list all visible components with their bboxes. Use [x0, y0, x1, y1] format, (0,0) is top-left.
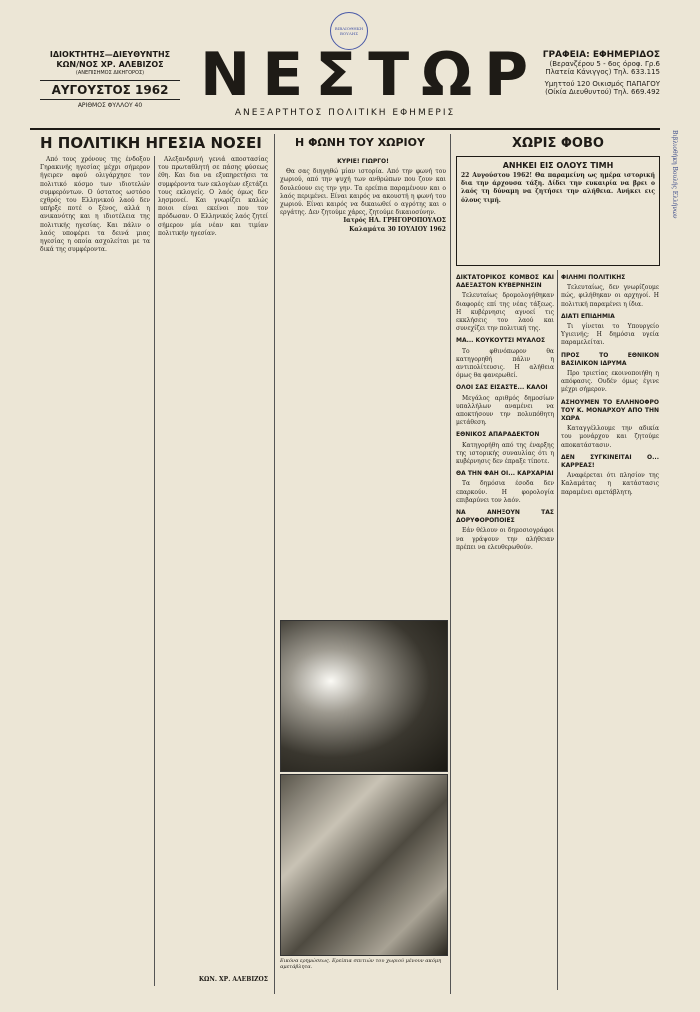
lead-headline: Η ΠΟΛΙΤΙΚΗ ΗΓΕΣΙΑ ΝΟΣΕΙ [40, 134, 262, 152]
lead-col-2: Αλεξανδρινή γενιά αποστασίας του πρωταθλητή σε πάσης φύσεως έθη. Και δια να εξυπηρετήσει τα συμφέροντα των εκλογέων εξετάζει τους εκλογείς. Ο λαός όμως δεν λησμονεί. Και γνωρίζει καλώς ποιοι είναι εκείνοι που τον πρόδωσαν. Ο Ελληνικός λαός ζητεί σήμερον μία νέαν και τιμίαν πολιτικήν ηγεσίαν. [158, 156, 268, 237]
village-photo-2 [280, 774, 448, 956]
editor-sub: (ΑΝΕΠΙΣΗΜΟΣ ΔΙΚΗΓΟΡΟΣ) [75, 70, 145, 76]
offices-address-2: Πλατεία Κάνιγγος) Τηλ. 633.115 [545, 68, 660, 76]
newspaper-subtitle: ΑΝΕΞΑΡΤΗΤΟΣ ΠΟΛΙΤΙΚΗ ΕΦΗΜΕΡΙΣ [234, 108, 456, 118]
featured-box: ΑΝΗΚΕΙ ΕΙΣ ΟΛΟΥΣ ΤΙΜΗ 22 Αυγούστου 1962! Θα παραμείνη ως ημέρα ιστορική δια την άρχουσα τάξη. Δίδει την ευκαιρία να βρει ο λαός τη δύναμη να ζητήσει την αλήθεια. Ανήκει εις όλους τιμή. [456, 156, 660, 266]
issue-number: ΑΡΙΘΜΟΣ ΦΥΛΛΟΥ 40 [77, 102, 143, 109]
masthead-publisher [40, 50, 180, 109]
column-divider [154, 156, 155, 986]
village-photo-1 [280, 620, 448, 772]
voice-headline: Η ΦΩΝΗ ΤΟΥ ΧΩΡΙΟΥ [295, 136, 425, 149]
library-stamp: ΒΙΒΛΙΟΘΗΚΗ ΒΟΥΛΗΣ [330, 12, 368, 50]
lead-signature: ΚΩΝ. ΧΡ. ΑΛΕΒΙΖΟΣ [198, 976, 268, 983]
column-divider [557, 270, 558, 990]
offices-extra-2: (Οίκία Διευθυντού) Τηλ. 669.492 [545, 88, 660, 96]
photo-caption: Εικόνα ερημώσεως. Ερείπια σπιτιών του χωριού μένουν ακόμη αμετάβλητα. [280, 958, 442, 970]
lead-col-1: Από τους χρόνους της ένδοξου Γηρακινής ηγεσίας μέχρι σήμερον ήγειρεν αφού ολιγάρχησε τον πολιτικό κόσμο των ιδιοτελών συμφερόντων. Ο ύστατος ωστόσο εχθρός του Ελληνικού λαού δεν υπήρξε ποτέ ο ξένος, αλλά η ανικανότης και η ιδιοτέλεια της πολιτικής ηγεσίας. Και πάλιν ο λαός υποφέρει τα δεινά μιας ηγεσίας η οποία ασχολείται με τα δικά της συμφέροντα. [40, 156, 150, 254]
offices-title: ΓΡΑΦΕΙΑ: ΕΦΗΜΕΡΙΔΟΣ [542, 50, 660, 60]
offices-address: (Βερανζέρου 5 - 6ος όροφ. Γρ.6 [549, 60, 660, 68]
issue-date: ΑΥΓΟΥΣΤΟΣ 1962 [40, 80, 180, 100]
newspaper-name: ΝΕΣΤΩΡ [200, 40, 541, 110]
newspaper-page [30, 26, 678, 998]
right-banner: ΧΩΡΙΣ ΦΟΒΟ [512, 136, 604, 151]
editor-name: ΚΩΝ/ΝΟΣ ΧΡ. ΑΛΕΒΙΖΟΣ [56, 60, 164, 69]
right-col-b: ΦΙΛΗΜΙ ΠΟΛΙΤΙΚΗΣ Τελευταίως, δεν γνωρίζουμε πώς, φιλήθηκαν οι αρχηγοί. Η πολιτική παραμένει η ίδια. ΔΙΑΤΙ ΕΠΙΔΗΜΙΑ Τι γίνεται το Υπουργείο Υγιεινής; Η δημόσια υγεία παραμελείται. ΠΡΟΣ ΤΟ ΕΘΝΙΚΟΝ ΒΑΣΙΛΙΚΟΝ ΙΔΡΥΜΑ Προ τριετίας εκοινοποιήθη η απόφασις. Ουδέν όμως έγινε μέχρι σήμερον. ΑΣΗΟΥΜΕΝ ΤΟ ΕΛΛΗΝΟΦΡΟ ΤΟΥ Κ. ΜΟΝΑΡΧΟΥ ΑΠΟ ΤΗΝ ΧΩΡΑ Καταγγέλλουμε την αδικία του μονάρχου και ζητούμε αποκατάστασιν. ΔΕΝ ΣΥΓΚΙΝΕΙΤΑΙ Ο... ΚΑΡΡΕΑΣ! Αναφέρεται ότι πλησίον της Καλαμάτας η κατάστασις παραμένει αμετάβλητη. [561, 274, 659, 496]
handwritten-note: Βιβλιοθήκη Βουλής Ελλήνων [671, 130, 678, 219]
column-divider [274, 134, 275, 994]
masthead-rule [30, 128, 660, 130]
right-col-a: ΔΙΚΤΑΤΟΡΙΚΟΣ ΚΟΜΒΟΣ ΚΑΙ ΑΔΕΞΑΣΤΟΝ ΚΥΒΕΡΝΗΣΙΝ Τελευταίως δρομολογήθηκαν διαφορές επί της νέας τάξεως. Η κυβέρνησις αγνοεί τις εκκλήσεις του λαού και συνεχίζει την πολιτική της. ΜΑ... ΚΟΥΚΟΥΤΣΙ ΜΥΑΛΟΣ Το φθινόπωρον θα κατηγορηθή πάλιν η αντιπολίτευσις. Η αλήθεια όμως θα φανερωθεί. ΟΛΟΙ ΣΑΣ ΕΙΣΑΣΤΕ... ΚΑΛΟΙ Μεγάλος αριθμός δημοσίων υπαλλήλων αναμένει να αποκτήσουν την πολυπόθητη μετάθεση. ΕΘΝΙΚΟΣ ΑΠΑΡΑΔΕΚΤΟΝ Κατηγορήθη από της έναρξης της ιστορικής συναυλίας ότι η κυβέρνησις δεν έπραξε τίποτε. ΘΑ ΤΗΝ ΦΑΗ ΟΙ... ΚΑΡΧΑΡΙΑΙ Τα δημόσια έσοδα δεν επαρκούν. Η φορολογία επιβαρύνει τον λαόν. ΝΑ ΑΝΗΞΟΥΝ ΤΑΣ ΔΟΡΥΦΟΡΟΠΟΙΕΣ Εάν θέλουν οι δημοσιογράφοι να γράψουν την αλήθειαν πρέπει να ελευθερωθούν. [456, 274, 554, 551]
column-divider [450, 134, 451, 994]
editor-role: ΙΔΙΟΚΤΗΤΗΣ—ΔΙΕΥΘΥΝΤΗΣ [49, 50, 171, 59]
voice-body: ΚΥΡΙΕ! ΓΙΩΡΓΟ! Θα σας διηγηθώ μίαν ιστορία. Από την φωνή του χωριού, από την ψυχή των ανθρώπων που ζουν και δουλεύουν εις την γην. Τα ερείπια παραμένουν και ο λαός περιμένει. Είναι καιρός να ακουστή η φωνή του χωριού. Είναι καιρός να δικαιωθεί ο αγρότης και ο εργάτης. Δεν ζητούμε χάρες, ζητούμε δικαιοσύνην. Ιατρός ΗΛ. ΓΡΗΓΟΡΟΠΟΥΛΟΣ Καλαμάτα 30 ΙΟΥΛΙΟΥ 1962 [280, 158, 446, 233]
offices-extra: Υμηττού 120 Οικισμός ΠΑΠΑΓΟΥ [544, 80, 660, 88]
masthead-offices [510, 50, 660, 96]
newspaper-title-block [200, 40, 541, 118]
